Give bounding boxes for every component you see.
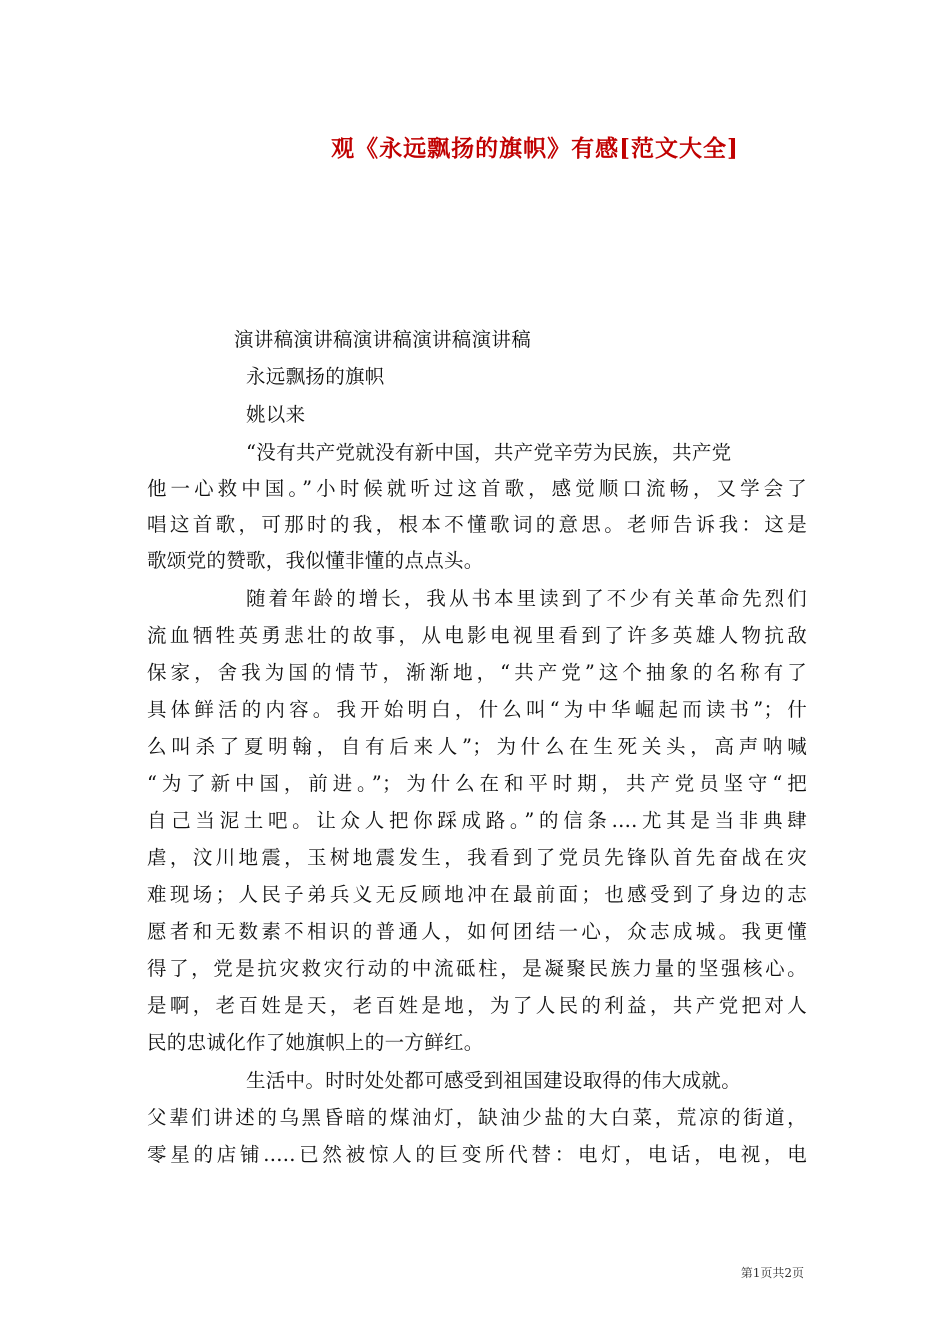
body-line: 他一心救中国。”小时候就听过这首歌，感觉顺口流畅，又学会了 — [147, 477, 807, 500]
body-line: 虐，汶川地震，玉树地震发生，我看到了党员先锋队首先奋战在灾 — [147, 846, 807, 869]
body-line: “为了新中国，前进。”；为什么在和平时期，共产党员坚守“把 — [147, 772, 807, 795]
body-line: 民的忠诚化作了她旗帜上的一方鲜红。 — [147, 1031, 484, 1054]
author-name: 姚以来 — [246, 403, 306, 426]
body-line: 歌颂党的赞歌，我似懂非懂的点点头。 — [147, 549, 484, 572]
subtitle-line: 演讲稿演讲稿演讲稿演讲稿演讲稿 — [234, 328, 532, 351]
body-line: 唱这首歌，可那时的我，根本不懂歌词的意思。老师告诉我：这是 — [147, 513, 807, 536]
body-line: 难现场；人民子弟兵义无反顾地冲在最前面；也感受到了身边的志 — [147, 883, 807, 906]
essay-title: 永远飘扬的旗帜 — [246, 365, 385, 388]
body-line: 保家，舍我为国的情节，渐渐地，“共产党”这个抽象的名称有了 — [147, 661, 807, 684]
body-line: “没有共产党就没有新中国，共产党辛劳为民族，共产党 — [246, 441, 732, 464]
body-line: 么叫杀了夏明翰，自有后来人”；为什么在生死关头，高声呐喊 — [147, 735, 807, 758]
page-indicator: 第1页共2页 — [740, 1266, 804, 1280]
body-line: 父辈们讲述的乌黑昏暗的煤油灯，缺油少盐的大白菜，荒凉的街道， — [147, 1106, 807, 1129]
body-line: 随着年龄的增长，我从书本里读到了不少有关革命先烈们 — [246, 587, 807, 610]
body-line: 愿者和无数素不相识的普通人，如何团结一心，众志成城。我更懂 — [147, 920, 807, 943]
body-line: 是啊，老百姓是天，老百姓是地，为了人民的利益，共产党把对人 — [147, 994, 807, 1017]
body-line: 生活中。时时处处都可感受到祖国建设取得的伟大成就。 — [246, 1069, 742, 1092]
body-line: 流血牺牲英勇悲壮的故事，从电影电视里看到了许多英雄人物抗敌 — [147, 624, 807, 647]
body-line: 具体鲜活的内容。我开始明白，什么叫“为中华崛起而读书”；什 — [147, 698, 807, 721]
body-line: 自己当泥土吧。让众人把你踩成路。”的信条....尤其是当非典肆 — [147, 809, 807, 832]
document-title: 观《永远飘扬的旗帜》有感[范文大全] — [331, 135, 739, 162]
body-line: 得了，党是抗灾救灾行动的中流砥柱，是凝聚民族力量的坚强核心。 — [147, 957, 807, 980]
body-line: 零星的店铺.....已然被惊人的巨变所代替：电灯，电话，电视，电 — [147, 1143, 807, 1166]
